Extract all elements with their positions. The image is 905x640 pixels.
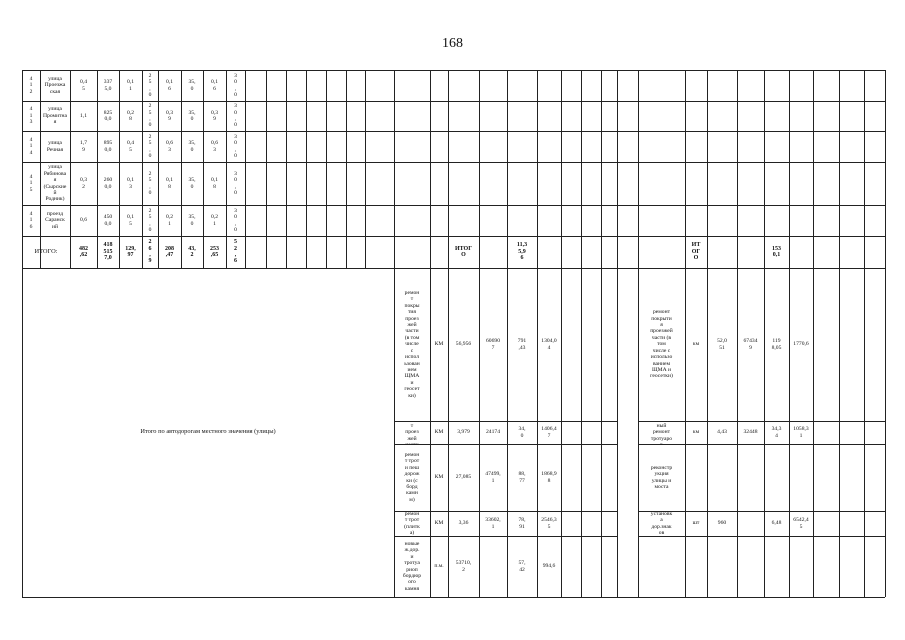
row-number: 4 1 3 xyxy=(29,106,33,126)
table-cell: 0,2 1 xyxy=(211,214,218,227)
table-v-line xyxy=(266,70,267,268)
work-cell: КМ xyxy=(434,429,444,436)
table-cell: 0,3 9 xyxy=(211,109,218,122)
work-right-cell xyxy=(707,536,737,597)
work-right-cell: 34,3 4 xyxy=(771,426,782,439)
work-cell: 3,979 xyxy=(457,429,470,436)
table-v-line xyxy=(601,70,602,268)
work-right-cell: 960 xyxy=(717,520,727,527)
table-v-line xyxy=(346,70,347,268)
table-v-line xyxy=(839,70,840,268)
table-cell: 450 0,0 xyxy=(103,214,113,227)
table-cell: 3 0 , 0 xyxy=(234,72,237,98)
row-number: 4 1 4 xyxy=(29,136,33,156)
work-cell: 24174 xyxy=(486,429,500,436)
total-cell: 129, 97 xyxy=(125,245,136,258)
summary-label: Итого по автодорогам местного значения (улицы) xyxy=(140,428,276,436)
table-cell: 260 0,0 xyxy=(103,177,113,190)
table-cell: 0,2 8 xyxy=(127,109,134,122)
work-cell xyxy=(479,536,507,597)
table-cell: 0,2 1 xyxy=(166,214,173,227)
street-name: улица Рябинова я (Сырскиe й Родник) xyxy=(43,164,67,203)
total-cell: 5 2 , 6 xyxy=(234,239,237,265)
work-right-cell xyxy=(737,511,764,536)
work-right-cell xyxy=(737,536,764,597)
table-cell: 35, 0 xyxy=(188,109,196,122)
work-right-cell: 1058,3 1 xyxy=(793,426,809,439)
table-cell: 825 0,0 xyxy=(103,109,113,122)
work-cell: т проез жей xyxy=(405,422,419,442)
table-v-line xyxy=(365,70,366,268)
table-v-line xyxy=(864,268,865,597)
table-cell: 0,1 5 xyxy=(127,214,134,227)
table-v-line xyxy=(326,70,327,268)
table-v-line xyxy=(813,70,814,268)
work-cell: 56,956 xyxy=(455,341,472,348)
work-right-cell: ный ремонт тротуаро xyxy=(650,422,673,442)
table-cell: 3 0 , 0 xyxy=(234,170,237,196)
table-cell: 0,6 xyxy=(80,217,87,224)
total-right-value: 153 0,1 xyxy=(772,245,781,258)
table-cell: 35, 0 xyxy=(188,177,196,190)
work-right-cell: 52,0 51 xyxy=(717,338,727,351)
work-cell: 1304,0 4 xyxy=(541,338,557,351)
work-cell: 34, 0 xyxy=(518,426,526,439)
table-v-line xyxy=(737,70,738,268)
work-right-cell: 32448 xyxy=(743,429,758,436)
work-right-cell: 119 8,05 xyxy=(771,338,782,351)
table-cell: 0,1 1 xyxy=(127,79,134,92)
total-right-label: ИТ ОГ О xyxy=(691,242,701,262)
table-v-line xyxy=(561,70,562,268)
work-cell: ремон т покры тия проез жей части (в том числе с испол ьзован ием ЩМА и геосет ки) xyxy=(404,290,420,399)
row-number: 4 1 5 xyxy=(29,173,33,193)
work-right-cell xyxy=(707,444,737,511)
row-number: 4 1 6 xyxy=(29,210,33,230)
work-cell: 53710, 2 xyxy=(455,560,472,573)
work-right-cell: 4,43 xyxy=(717,429,727,436)
row-number: 4 1 2 xyxy=(29,75,33,95)
work-right-cell xyxy=(685,536,707,597)
table-cell: 0,1 6 xyxy=(166,79,173,92)
table-v-line xyxy=(286,70,287,268)
table-v-line xyxy=(581,70,582,268)
table-cell: 3 0 , 0 xyxy=(234,207,237,233)
work-cell: п.м. xyxy=(434,563,444,570)
work-right-cell xyxy=(737,444,764,511)
work-right-cell xyxy=(764,444,789,511)
work-right-cell: км xyxy=(692,429,700,436)
table-cell: 0,1 8 xyxy=(166,177,173,190)
table-cell: 35, 0 xyxy=(188,214,196,227)
work-right-cell xyxy=(764,536,789,597)
table-cell: 2 5 , 0 xyxy=(148,103,152,129)
table-cell: 2 5 , 0 xyxy=(148,72,152,98)
work-cell: 47499, 1 xyxy=(485,471,501,484)
table-cell: 0,3 2 xyxy=(80,177,87,190)
work-cell: 27,085 xyxy=(455,474,472,481)
total-cell: 418 515 7,0 xyxy=(103,242,113,262)
work-right-cell xyxy=(789,536,813,597)
work-right-cell xyxy=(789,444,813,511)
work-right-cell: 6,48 xyxy=(771,520,782,527)
work-cell: 60690 7 xyxy=(486,338,500,351)
work-cell: 1868,9 8 xyxy=(541,471,557,484)
table-cell: 2 5 , 0 xyxy=(148,133,152,159)
page-number: 168 xyxy=(442,36,463,51)
table-cell: 2 5 , 0 xyxy=(148,170,152,196)
table-cell: 0,3 9 xyxy=(166,109,173,122)
work-cell: 791 ,43 xyxy=(517,338,527,351)
total-mid-label: ИТОГ О xyxy=(454,245,473,258)
total-cell: 43, 2 xyxy=(188,245,196,258)
table-v-line xyxy=(638,70,639,268)
work-right-cell: 6542,4 5 xyxy=(793,517,809,530)
street-name: улица Проезжа ская xyxy=(44,75,66,95)
street-name: улица Промитна я xyxy=(43,106,67,126)
table-cell: 2 5 , 0 xyxy=(148,207,152,233)
table-v-line xyxy=(617,70,618,268)
table-cell: 1,7 9 xyxy=(80,140,87,153)
table-v-line xyxy=(581,268,582,597)
table-cell: 0,1 6 xyxy=(211,79,218,92)
table-cell: 0,6 3 xyxy=(166,140,173,153)
table-v-line xyxy=(885,70,886,268)
work-cell: КМ xyxy=(434,341,444,348)
work-cell: 2546,3 5 xyxy=(541,517,557,530)
work-cell: ремон т трот и пеш дорож ки (с борд камн м) xyxy=(404,451,420,503)
work-right-cell: ремонт покрыти я проезжей части (в том числе с использо ванием ЩМА и геосетки) xyxy=(650,309,673,380)
street-name: проезд Саранск ий xyxy=(45,210,65,230)
work-right-cell xyxy=(638,536,685,597)
work-right-cell: 1770,6 xyxy=(793,341,809,348)
total-label: ИТОГО: xyxy=(34,247,58,255)
table-cell: 0,1 3 xyxy=(127,177,134,190)
table-v-line xyxy=(430,70,431,268)
table-cell: 3 0 , 0 xyxy=(234,103,237,129)
table-cell: 0,4 5 xyxy=(127,140,134,153)
total-cell: 2 6 , 9 xyxy=(148,239,152,265)
table-v-line xyxy=(394,70,395,268)
total-mid-value: 11,3 5,9 6 xyxy=(516,242,528,262)
work-cell: КМ xyxy=(434,520,444,527)
work-right-cell: км xyxy=(692,341,700,348)
work-right-cell: установк а дор.знак ов xyxy=(650,511,673,536)
total-cell: 482 ,62 xyxy=(79,245,88,258)
work-cell: 78, 91 xyxy=(518,517,526,530)
table-cell: 337 5,0 xyxy=(103,79,113,92)
table-cell: 0,6 3 xyxy=(211,140,218,153)
table-cell: 1,1 xyxy=(80,112,87,119)
work-right-cell: шт xyxy=(692,520,700,527)
table-v-line xyxy=(864,70,865,268)
table-cell: 895 0,0 xyxy=(103,140,113,153)
work-cell: 994,6 xyxy=(542,563,556,570)
table-v-line xyxy=(885,268,886,597)
work-right-cell xyxy=(685,444,707,511)
table-v-line xyxy=(601,268,602,597)
table-cell: 3 0 , 0 xyxy=(234,133,237,159)
work-cell: 33602, 1 xyxy=(485,517,501,530)
table-v-line xyxy=(839,268,840,597)
total-cell: 253 ,65 xyxy=(210,245,219,258)
total-cell: 208 ,47 xyxy=(165,245,174,258)
table-v-line xyxy=(306,70,307,268)
work-cell: 1406,4 7 xyxy=(541,426,557,439)
table-cell: 35, 0 xyxy=(188,140,196,153)
work-cell: ремон т трот (плитк а) xyxy=(404,511,420,536)
table-cell: 0,1 8 xyxy=(211,177,218,190)
work-cell: 88, 77 xyxy=(518,471,526,484)
table-cell: 35, 0 xyxy=(188,79,196,92)
table-cell: 0,4 5 xyxy=(80,79,87,92)
work-cell: КМ xyxy=(434,474,444,481)
work-cell: 57, 42 xyxy=(518,560,526,573)
street-name: улица Речная xyxy=(46,140,64,153)
work-cell: новые ж.дор. и тротуа риоп бордюр ого камня xyxy=(402,540,422,592)
work-right-cell: реконстр укция улицы и моста xyxy=(650,464,673,490)
table-v-line xyxy=(617,268,618,597)
work-cell: 3,36 xyxy=(458,520,469,527)
work-right-cell: 67434 9 xyxy=(743,338,758,351)
